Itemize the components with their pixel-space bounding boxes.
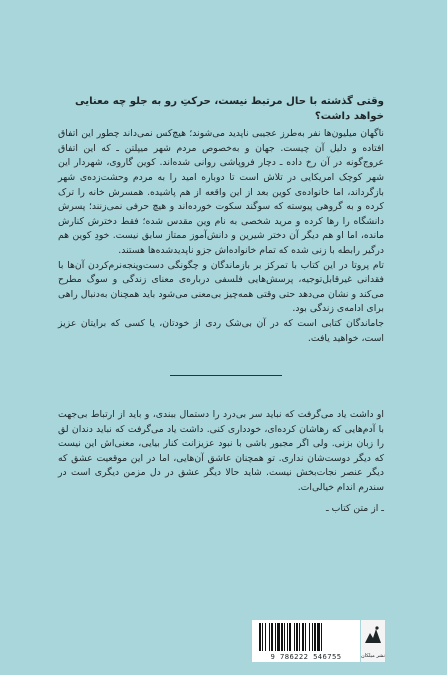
barcode-lines-icon — [258, 623, 354, 651]
blurb-paragraph-1: ناگهان میلیون‌ها نفر به‌طرز عجیبی ناپدید می‌شوند؛ هیچ‌کس نمی‌داند چطور این اتفاق افتاده و دلیل آن چیست. جهان و به‌خصوص مردم شهر میپلتن ـ که این اتفاق عروج‌گونه در آن رخ داده ـ دچار فروپاشی روانی شده‌اند. کوین گاروی، شهردار این شهر کوچک امریکایی در تلاش است تا دوباره امید را به مردم وحشت‌زده‌ی شهر بازگرداند، اما خانواده‌ی کوین بعد از این واقعه از هم پاشیده. همسرش خانه را ترک کرده و به گروهی پیوسته که سوگند سکوت خورده‌اند و هیچ حرفی نمی‌زنند؛ پسرش دانشگاه را رها کرده و مرید شخصی به نام وین مقدس شده؛ فقط دخترش کنارش مانده، اما او هم دیگر آن دختر شیرین و دانش‌آموز ممتاز سابق نیست. خودِ کوین هم درگیر رابطه با زنی شده که تمام خانواده‌اش جزو ناپدیدشده‌ها هستند. — [58, 128, 384, 256]
book-quote: او داشت یاد می‌گرفت که نباید سر بی‌درد را دستمال ببندی، و باید از ارتباط بی‌جهت با آدم‌هایی که رهاشان کرده‌ای، خودداری کنی. داشت یاد می‌گرفت که نباید دندان لق را زبان بزنی. ولی اگر مجبور باشی با نبود عزیزانت کنار بیایی، معنی‌اش این نیست که دیگر دوست‌شان نداری. تو همچنان عاشق آن‌هایی، اما در این موقعیت عشق که دیگر عنصر نجات‌بخش نیست. شاید حالا دیگر عشق در دل مزمن دیگری است در سندرم اندام خیالی‌ات. — [58, 409, 384, 493]
publisher-name: نشر میلکان — [361, 653, 385, 659]
blurb-paragraph-3: جاماندگان کتابی است که در آن بی‌شک ردی از خودتان، یا کسی که برایتان عزیز است، خواهید یافت. — [58, 317, 384, 344]
isbn-number: 9 786222 546755 — [270, 652, 342, 661]
blurb-section — [58, 95, 384, 346]
isbn-barcode — [252, 620, 360, 662]
blurb-heading: وقتی گذشته با حال مرتبط نیست، حرکتِ رو به جلو چه معنایی خواهد داشت؟ — [74, 96, 384, 122]
section-divider — [170, 375, 282, 376]
blurb-paragraph-2: تام پروتا در این کتاب با تمرکز بر بازماندگان و چگونگی دست‌وپنجه‌نرم‌کردن آن‌ها با فقدانی غیرقابل‌توجیه، پرسش‌هایی فلسفی درباره‌ی معنای زندگی و سوگ مطرح می‌کند و نشان می‌دهد حتی وقتی همه‌چیز بی‌معنی می‌شود باید همچنان به‌دنبال راهی برای ادامه‌ی زندگی بود. — [58, 259, 384, 315]
quote-section — [58, 408, 384, 516]
quote-source: ـ از متن کتاب ـ — [325, 502, 384, 514]
mountain-logo-icon — [364, 625, 382, 645]
publisher-logo — [361, 620, 385, 662]
